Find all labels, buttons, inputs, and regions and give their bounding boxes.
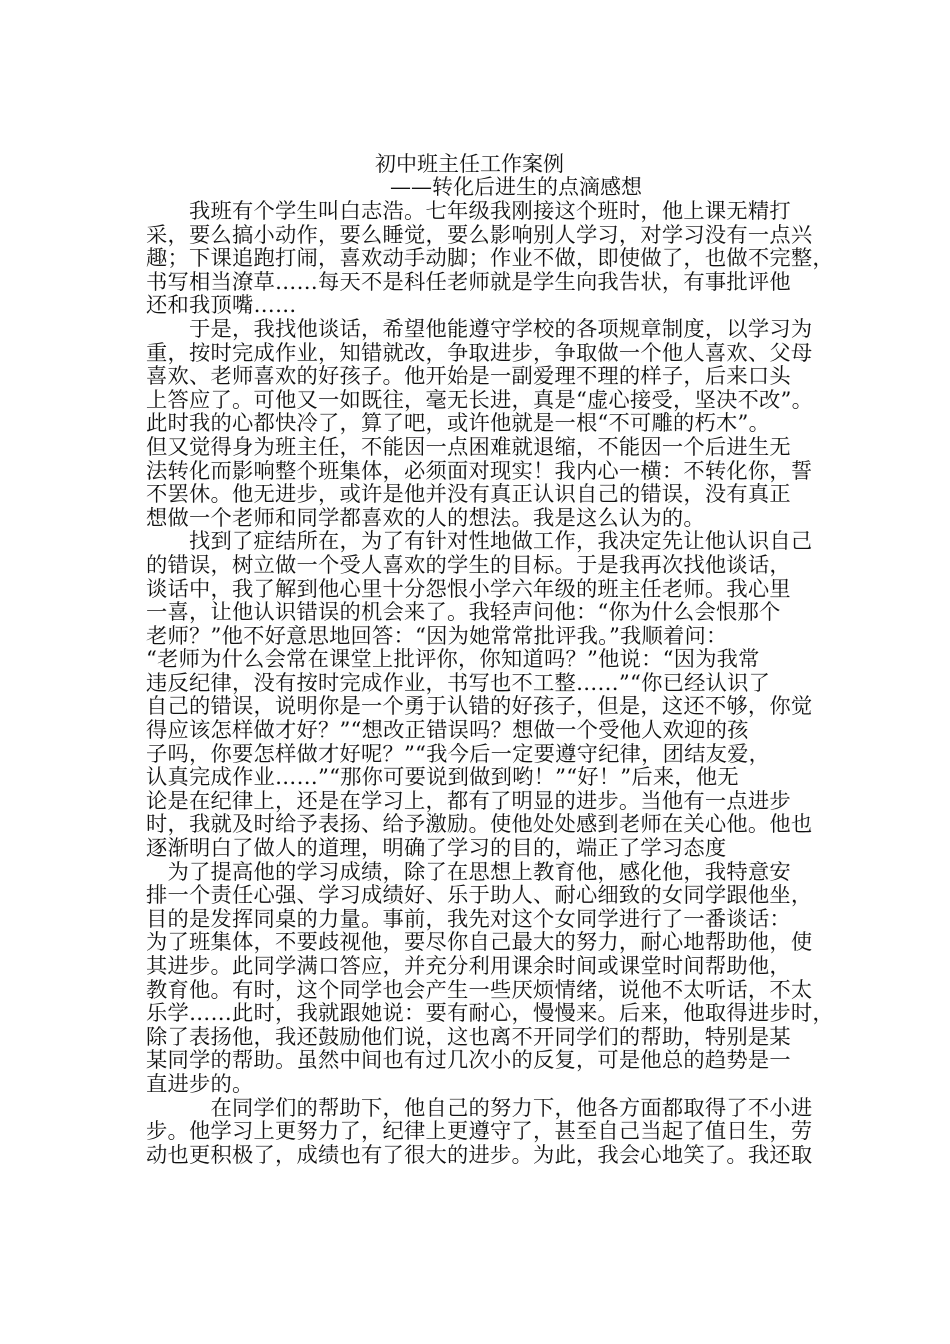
text-line: 目的是发挥同桌的力量。事前，我先对这个女同学进行了一番谈话： — [146, 906, 791, 932]
text-line: 某同学的帮助。虽然中间也有过几次小的反复，可是他总的趋势是一 — [146, 1048, 791, 1074]
text-line: 趣；下课追跑打闹，喜欢动手动脚；作业不做，即使做了，也做不完整， — [146, 246, 834, 272]
text-line: 自己的错误，说明你是一个勇于认错的好孩子，但是，这还不够，你觉 — [146, 694, 813, 720]
text-line: 动也更积极了，成绩也有了很大的进步。为此，我会心地笑了。我还取 — [146, 1142, 813, 1168]
text-line: 此时我的心都快冷了，算了吧，或许他就是一根“不可雕的朽木”。 — [146, 411, 771, 437]
text-line: 违反纪律，没有按时完成作业，书写也不工整……”“你已经认识了 — [146, 670, 771, 696]
text-line: 认真完成作业……”“那你可要说到做到哟！”“好！”后来，他无 — [146, 765, 739, 791]
text-line: 重，按时完成作业，知错就改，争取进步，争取做一个他人喜欢、父母 — [146, 340, 813, 366]
text-line: 逐渐明白了做人的道理，明确了学习的目的，端正了学习态度 — [146, 836, 727, 862]
paragraph — [146, 1097, 826, 1168]
paragraph — [146, 859, 834, 1097]
text-line: 排一个责任心强、学习成绩好、乐于助人、耐心细致的女同学跟他坐， — [146, 883, 813, 909]
text-line: 还和我顶嘴…… — [146, 293, 297, 319]
document-body — [146, 199, 834, 1168]
text-line: 教育他。有时，这个同学也会产生一些厌烦情绪，说他不太听话，不太 — [146, 977, 813, 1003]
text-line: 谈话中，我了解到他心里十分怨恨小学六年级的班主任老师。我心里 — [146, 576, 791, 602]
text-line: 步。他学习上更努力了，纪律上更遵守了，甚至自己当起了值日生，劳 — [146, 1119, 813, 1145]
text-line: 采，要么搞小动作，要么睡觉，要么影响别人学习，对学习没有一点兴 — [146, 222, 813, 248]
text-line: 想做一个老师和同学都喜欢的人的想法。我是这么认为的。 — [146, 505, 705, 531]
text-line: 不罢休。他无进步，或许是他并没有真正认识自己的错误，没有真正 — [146, 482, 791, 508]
text-line: 直进步的。 — [146, 1071, 254, 1097]
text-line: 的错误，树立做一个受人喜欢的学生的目标。于是我再次找他谈话， — [146, 552, 791, 578]
text-line: 其进步。此同学满口答应，并充分利用课余时间或课堂时间帮助他， — [146, 954, 791, 979]
text-line: 我班有个学生叫白志浩。七年级我刚接这个班时，他上课无精打 — [146, 199, 791, 224]
text-line: 在同学们的帮助下，他自己的努力下，他各方面都取得了不小进 — [146, 1095, 813, 1121]
text-line: 论是在纪律上，还是在学习上，都有了明显的进步。当他有一点进步 — [146, 788, 791, 814]
text-line: 法转化而影响整个班集体，必须面对现实！我内心一横：不转化你，誓 — [146, 458, 813, 484]
text-line: 子吗，你要怎样做才好呢？”“我今后一定要遵守纪律，团结友爱， — [146, 741, 771, 767]
text-line: 为了班集体，不要歧视他，要尽你自己最大的努力，耐心地帮助他，使 — [146, 930, 813, 956]
paragraph — [146, 318, 826, 530]
page-subtitle: ——转化后进生的点滴感想 — [390, 175, 642, 199]
text-line: 得应该怎样做才好？”“想改正错误吗？想做一个受他人欢迎的孩 — [146, 718, 749, 744]
paragraph — [146, 199, 834, 319]
text-line: 为了提高他的学习成绩，除了在思想上教育他，感化他，我特意安 — [146, 859, 791, 885]
text-line: 找到了症结所在，为了有针对性地做工作，我决定先让他认识自己 — [146, 529, 813, 555]
text-line: 但又觉得身为班主任，不能因一点困难就退缩，不能因一个后进生无 — [146, 434, 791, 460]
text-line: 一喜，让他认识错误的机会来了。我轻声问他：“你为什么会恨那个 — [146, 600, 781, 626]
text-line: 喜欢、老师喜欢的好孩子。他开始是一副爱理不理的样子，后来口头 — [146, 364, 791, 390]
text-line: 除了表扬他，我还鼓励他们说，这也离不开同学们的帮助，特别是某 — [146, 1024, 791, 1050]
page-title: 初中班主任工作案例 — [375, 152, 564, 176]
text-line: 老师？”他不好意思地回答：“因为她常常批评我。”我顺着问： — [146, 623, 728, 649]
paragraph — [146, 530, 826, 860]
text-line: 于是，我找他谈话，希望他能遵守学校的各项规章制度，以学习为 — [146, 316, 813, 342]
text-line: “老师为什么会常在课堂上批评你，你知道吗？”他说：“因为我常 — [146, 647, 760, 673]
text-line: 乐学……此时，我就跟她说：要有耐心，慢慢来。后来，他取得进步时， — [146, 1001, 834, 1027]
text-line: 书写相当潦草……每天不是科任老师就是学生向我告状，有事批评他 — [146, 269, 791, 295]
text-line: 上答应了。可他又一如既往，毫无长进，真是“虚心接受，坚决不改”。 — [146, 387, 814, 413]
text-line: 时，我就及时给予表扬、给予激励。使他处处感到老师在关心他。他也 — [146, 812, 813, 838]
